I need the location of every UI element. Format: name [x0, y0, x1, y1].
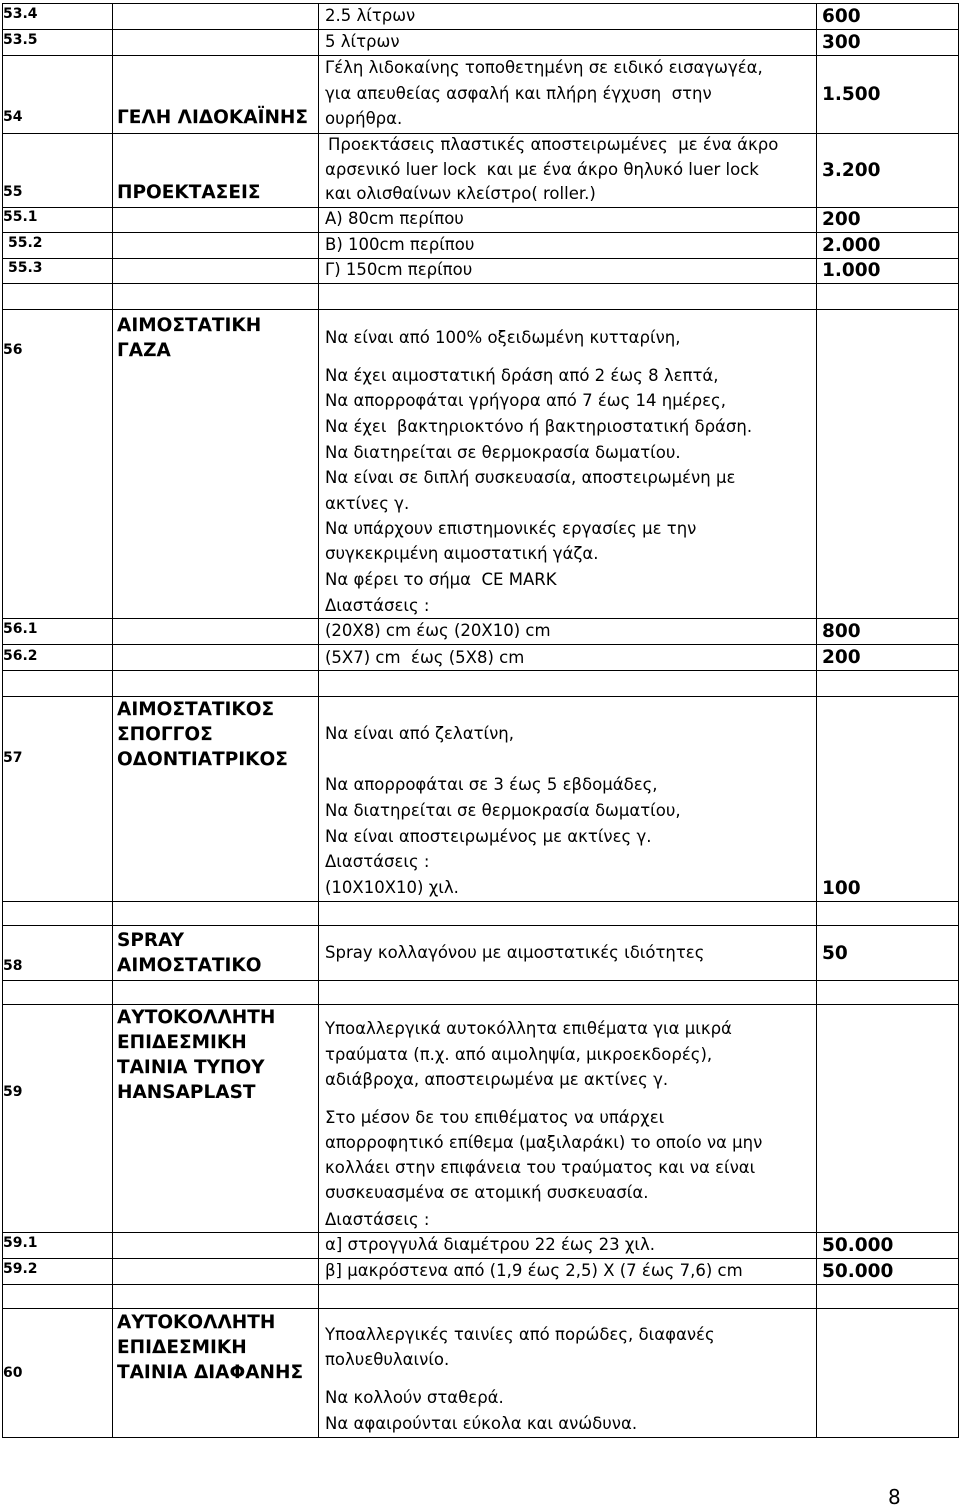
item-name-line: ΑΙΜΟΣΤΑΤΙΚΟΣ	[117, 699, 275, 720]
description-line: Να είναι αποστειρωμένος με ακτίνες γ.	[325, 827, 652, 846]
description-line: Υποαλλεργικά αυτοκόλλητα επιθέματα για μικρά	[325, 1019, 732, 1038]
description-line: Προεκτάσεις πλαστικές αποστειρωμένες με ένα άκρο	[328, 135, 779, 154]
item-name-line: ΟΔΟΝΤΙΑΤΡΙΚΟΣ	[117, 749, 288, 770]
description-line: Γ) 150cm περίπου	[325, 260, 473, 279]
item-number: 58	[3, 958, 23, 974]
description-line: Διαστάσεις :	[325, 1210, 430, 1229]
quantity: 100	[822, 878, 861, 899]
item-name-line: ΤΑΙΝΙΑ ΔΙΑΦΑΝΗΣ	[117, 1362, 304, 1383]
description-line: Να διατηρείται σε θερμοκρασία δωματίου.	[325, 443, 681, 462]
description-line: Να απορροφάται γρήγορα από 7 έως 14 ημέρες,	[325, 391, 726, 410]
description-line: για απευθείας ασφαλή και πλήρη έγχυση στην	[325, 84, 712, 103]
item-name-line: HANSAPLAST	[117, 1082, 256, 1103]
description-line: (10Χ10Χ10) χιλ.	[325, 878, 459, 897]
description-line: αρσενικό luer lock και με ένα άκρο θηλυκό luer lock	[325, 160, 759, 179]
description-line: Spray κολλαγόνου με αιμοστατικές ιδιότητες	[325, 943, 705, 962]
item-number: 55.3	[8, 260, 43, 276]
description-line: Να φέρει το σήμα CE MARK	[325, 570, 557, 589]
quantity: 800	[822, 621, 861, 642]
description-line: Να είναι σε διπλή συσκευασία, αποστειρωμένη με	[325, 468, 736, 487]
description-line: Β) 100cm περίπου	[325, 235, 475, 254]
item-number: 53.5	[3, 32, 38, 48]
quantity: 50.000	[822, 1235, 894, 1256]
column-divider	[318, 3, 319, 1438]
item-name-line: ΤΑΙΝΙΑ ΤΥΠΟΥ	[117, 1057, 265, 1078]
item-name-line: ΕΠΙΔΕΣΜΙΚΗ	[117, 1337, 247, 1358]
item-number: 57	[3, 750, 23, 766]
description-line: (20Χ8) cm έως (20Χ10) cm	[325, 621, 551, 640]
item-name-line: ΠΡΟΕΚΤΑΣΕΙΣ	[117, 182, 261, 203]
column-divider	[958, 3, 959, 1438]
column-divider	[816, 3, 817, 1438]
description-line: τραύματα (π.χ. από αιμοληψία, μικροεκδορές),	[325, 1045, 713, 1064]
quantity: 200	[822, 647, 861, 668]
description-line: ακτίνες γ.	[325, 494, 410, 513]
description-line: απορροφητικό επίθεμα (μαξιλαράκι) το οποίο να μην	[325, 1133, 763, 1152]
description-line: Να κολλούν σταθερά.	[325, 1388, 504, 1407]
item-name-line: SPRAY	[117, 930, 185, 951]
item-number: 56.2	[3, 648, 38, 664]
item-name-line: ΑΙΜΟΣΤΑΤΙΚΟ	[117, 955, 262, 976]
description-line: Να αφαιρούνται εύκολα και ανώδυνα.	[325, 1414, 638, 1433]
item-name-line: ΕΠΙΔΕΣΜΙΚΗ	[117, 1032, 247, 1053]
column-divider	[112, 3, 113, 1438]
item-number: 59.2	[3, 1261, 38, 1277]
item-number: 55.1	[3, 209, 38, 225]
item-number: 60	[3, 1365, 23, 1381]
description-line: Να είναι από ζελατίνη,	[325, 724, 515, 743]
quantity: 300	[822, 32, 861, 53]
quantity: 2.000	[822, 235, 881, 256]
item-number: 59.1	[3, 1235, 38, 1251]
quantity: 50	[822, 943, 848, 964]
description-line: Να έχει βακτηριοκτόνο ή βακτηριοστατική δράση.	[325, 417, 753, 436]
item-name-line: ΣΠΟΓΓΟΣ	[117, 724, 213, 745]
description-line: Διαστάσεις :	[325, 596, 430, 615]
description-line: 2.5 λίτρων	[325, 6, 416, 25]
description-line: πολυεθυλαινίο.	[325, 1350, 450, 1369]
description-line: συσκευασμένα σε ατομική συσκευασία.	[325, 1183, 649, 1202]
item-number: 55.2	[8, 235, 43, 251]
quantity: 3.200	[822, 160, 881, 181]
quantity: 1.000	[822, 260, 881, 281]
description-line: Υποαλλεργικές ταινίες από πορώδες, διαφανές	[325, 1325, 715, 1344]
quantity: 600	[822, 6, 861, 27]
description-line: 5 λίτρων	[325, 32, 400, 51]
description-line: Να διατηρείται σε θερμοκρασία δωματίου,	[325, 801, 681, 820]
quantity: 50.000	[822, 1261, 894, 1282]
quantity: 1.500	[822, 84, 881, 105]
description-line: Α) 80cm περίπου	[325, 209, 464, 228]
item-name-line: ΑΙΜΟΣΤΑΤΙΚΗ	[117, 315, 262, 336]
description-line: αδιάβροχα, αποστειρωμένα με ακτίνες γ.	[325, 1070, 669, 1089]
description-line: Να υπάρχουν επιστημονικές εργασίες με την	[325, 519, 697, 538]
description-line: ουρήθρα.	[325, 109, 403, 128]
quantity: 200	[822, 209, 861, 230]
item-number: 53.4	[3, 6, 38, 22]
item-number: 59	[3, 1084, 23, 1100]
item-number: 56	[3, 342, 23, 358]
description-line: κολλάει στην επιφάνεια του τραύματος και να είναι	[325, 1158, 756, 1177]
page-number: 8	[888, 1485, 901, 1509]
description-line: Διαστάσεις :	[325, 852, 430, 871]
description-line: και ολισθαίνων κλείστρο( roller.)	[325, 184, 596, 203]
item-name-line: ΑΥΤΟΚΟΛΛΗΤΗ	[117, 1007, 276, 1028]
item-number: 55	[3, 184, 23, 200]
description-line: Να είναι από 100% οξειδωμένη κυτταρίνη,	[325, 328, 681, 347]
description-line: συγκεκριμένη αιμοστατική γάζα.	[325, 544, 599, 563]
item-number: 56.1	[3, 621, 38, 637]
description-line: Να έχει αιμοστατική δράση από 2 έως 8 λεπτά,	[325, 366, 719, 385]
description-line: α] στρογγυλά διαμέτρου 22 έως 23 χιλ.	[325, 1235, 656, 1254]
description-line: β] μακρόστενα από (1,9 έως 2,5) Χ (7 έως 7,6) cm	[325, 1261, 743, 1280]
item-name-line: ΓΕΛΗ ΛΙΔΟΚΑΪΝΗΣ	[117, 107, 309, 128]
description-line: Στο μέσον δε του επιθέματος να υπάρχει	[325, 1108, 665, 1127]
description-line: Γέλη λιδοκαίνης τοποθετημένη σε ειδικό εισαγωγέα,	[325, 58, 763, 77]
item-number: 54	[3, 109, 23, 125]
description-line: Να απορροφάται σε 3 έως 5 εβδομάδες,	[325, 775, 658, 794]
item-name-line: ΑΥΤΟΚΟΛΛΗΤΗ	[117, 1312, 276, 1333]
description-line: (5Χ7) cm έως (5Χ8) cm	[325, 648, 525, 667]
item-name-line: ΓΑΖΑ	[117, 340, 171, 361]
